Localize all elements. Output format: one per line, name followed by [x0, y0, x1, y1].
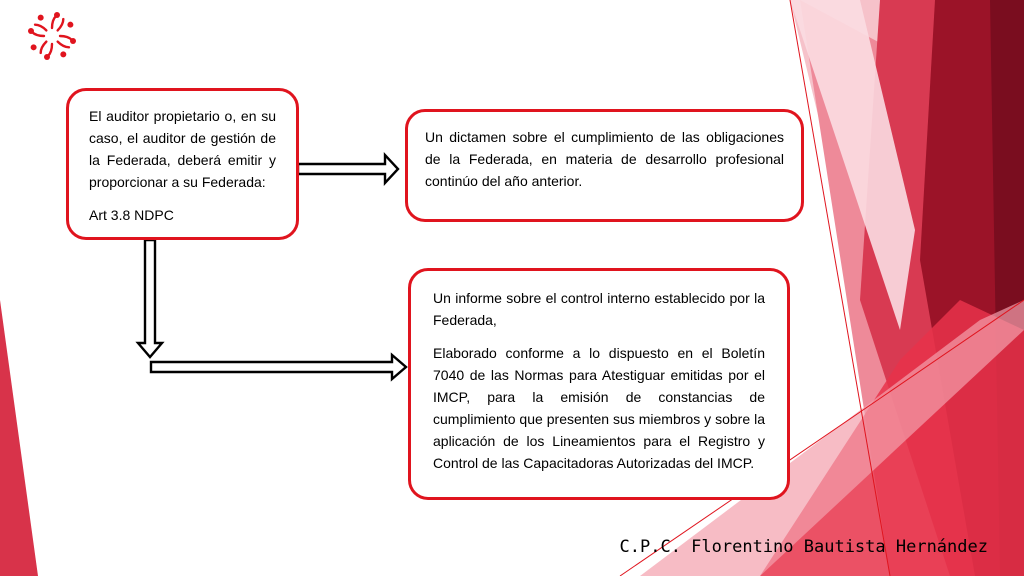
auditor-reference: Art 3.8 NDPC [89, 207, 174, 223]
informe-detail: Elaborado conforme a lo dispuesto en el Boletín 7040 de las Normas para Atestiguar emitidas por el IMCP, para la emisión de constancias de cumplimiento que presenten sus miembros y sobre la aplicación de los Lineamientos para el Registro y Control de las Capacitadoras Autorizadas del IMCP. [433, 345, 765, 471]
auditor-box [66, 88, 299, 240]
sun-spiral-logo-icon [26, 10, 78, 62]
informe-text: Un informe sobre el control interno establecido por la Federada, [433, 290, 765, 328]
dictamen-text: Un dictamen sobre el cumplimiento de las obligaciones de la Federada, en materia de desarrollo profesional continúo del año anterior. [425, 129, 784, 189]
dictamen-box [405, 109, 804, 222]
informe-box [408, 268, 790, 500]
left-red-wedge [0, 300, 38, 576]
auditor-text: El auditor propietario o, en su caso, el auditor de gestión de la Federada, deberá emitir y proporcionar a su Federada: [89, 108, 276, 190]
author-name: C.P.C. Florentino Bautista Hernández [619, 537, 988, 557]
